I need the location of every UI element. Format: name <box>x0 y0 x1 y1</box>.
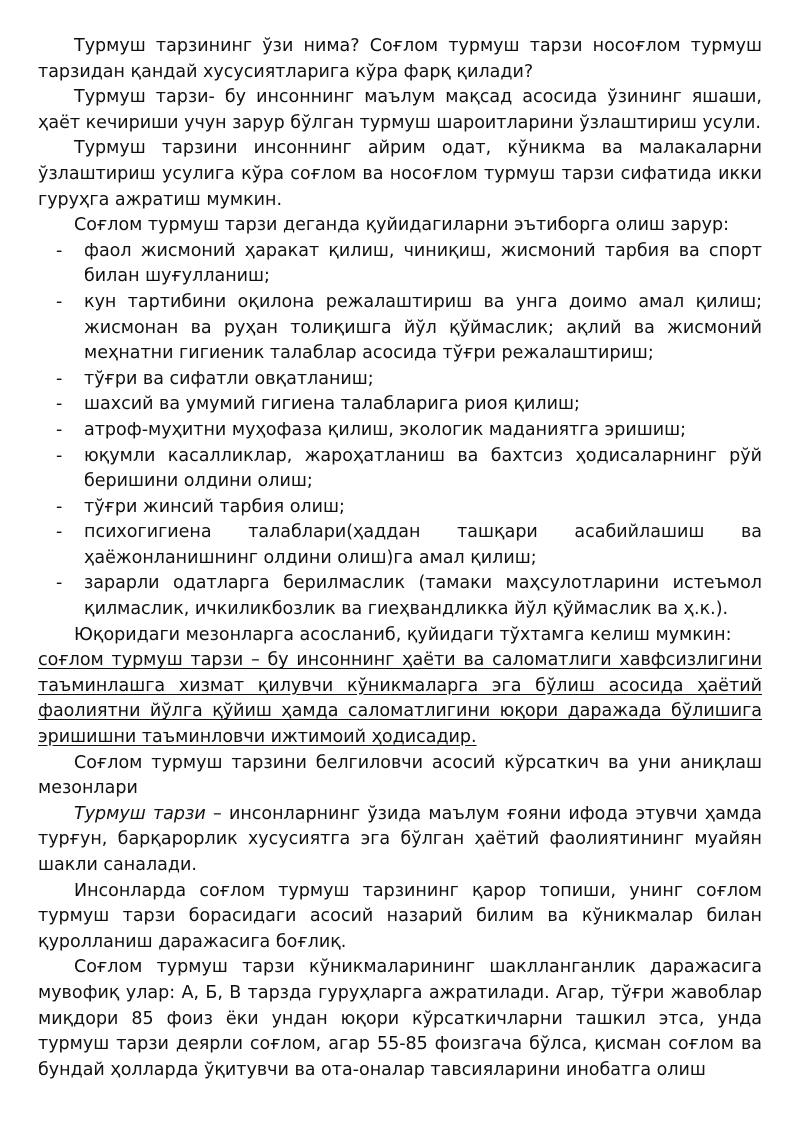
list-item-text: зарарли одатларга берилмаслик (тамаки маҳсулотларини истеъмол қилмаслик, ичкиликбозлик ва гиеҳвандликка йўл қўймаслик ва ҳ.к.). <box>84 573 762 620</box>
list-item-text: психогигиена талаблари(ҳаддан ташқари асабийлашиш ва ҳаёжонланишнинг олдини олиш)га амал қилиш; <box>84 522 762 568</box>
paragraph-formation: Инсонларда соғлом турмуш тарзининг қарор топиши, унинг соғлом турмуш тарзи борасидаги асосий назарий билим ва кўникмалар билан қуролланиш даражасига боғлиқ. <box>38 880 762 952</box>
list-marker: - <box>56 368 63 389</box>
list-marker: - <box>56 522 63 543</box>
list-marker: - <box>56 291 63 312</box>
list-item-text: атроф-муҳитни муҳофаза қилиш, экологик маданиятга эришиш; <box>84 419 687 440</box>
list-marker: - <box>56 419 63 440</box>
list-item <box>38 418 762 444</box>
paragraph-classification: Турмуш тарзини инсоннинг айрим одат, кўникма ва малакаларни ўзлаштириш усулига кўра соғлом ва носоғлом турмуш тарзи сифатида икки гуруҳга ажратиш мумкин. <box>38 138 762 210</box>
paragraph-term-definition <box>38 802 762 879</box>
list-item-text: кун тартибини оқилона режалаштириш ва унга доимо амал қилиш; жисмонан ва руҳан толиқишга йўл қўймаслик; ақлий ва жисмоний меҳнатни гигиеник талаблар асосида тўғри режалаштириш; <box>84 291 762 364</box>
list-item <box>38 495 762 521</box>
list-item-text: шахсий ва умумий гигиена талабларига риоя қилиш; <box>84 394 580 415</box>
list-item-text: тўғри жинсий тарбия олиш; <box>84 496 345 517</box>
paragraph-list-intro: Соғлом турмуш тарзи деганда қуйидагиларни эътиборга олиш зарур: <box>74 215 730 236</box>
list-item <box>38 392 762 418</box>
list-marker: - <box>56 573 63 594</box>
list-item <box>38 520 762 571</box>
term-italic: Турмуш тарзи <box>74 803 206 824</box>
list-marker: - <box>56 496 63 517</box>
list-item-text: тўғри ва сифатли овқатланиш; <box>84 368 374 389</box>
paragraph-definition-lifestyle: Турмуш тарзи- бу инсоннинг маълум мақсад асосида ўзининг яшаши, ҳаёт кечириши учун зарур бўлган турмуш шароитларини ўзлаштириш усули. <box>38 87 762 133</box>
list-item-text: юқумли касалликлар, жароҳатланиш ва бахтсиз ҳодисаларнинг рўй беришини олдини олиш; <box>84 445 762 492</box>
criteria-list <box>38 239 762 623</box>
list-item <box>38 239 762 290</box>
paragraph-question: Турмуш тарзининг ўзи нима? Соғлом турмуш тарзи носоғлом турмуш тарзидан қандай хусусиятларига кўра фарқ қилади? <box>38 36 762 82</box>
list-marker: - <box>56 445 63 466</box>
paragraph-groups: Соғлом турмуш тарзи кўникмаларининг шаклланганлик даражасига мувофиқ улар: А, Б, В тарзда гуруҳларга ажратилади. Агар, тўғри жавоблар миқдори 85 фоиз ёки ундан юқори кўрсаткичларни ташкил этса, унда турмуш тарзи деярли соғлом, агар 55-85 фоизгача бўлса, қисман соғлом ва бундай ҳолларда ўқитувчи ва ота-оналар тавсияларини инобатга олиш <box>38 957 762 1080</box>
list-item <box>38 444 762 495</box>
list-marker: - <box>56 394 63 415</box>
list-item-text: фаол жисмоний ҳаракат қилиш, чиниқиш, жисмоний тарбия ва спорт билан шуғулланиш; <box>84 240 762 287</box>
list-item <box>38 367 762 393</box>
term-definition-text: – инсонларнинг ўзида маълум ғояни ифода этувчи ҳамда турғун, барқарорлик хусусиятга эга бўлган ҳаётий фаолиятининг муайян шакли саналади. <box>38 803 763 875</box>
paragraph-conclusion-intro: Юқоридаги мезонларга асосланиб, қуйидаги тўхтамга келиш мумкин: <box>74 624 732 645</box>
list-marker: - <box>56 240 63 261</box>
document-page <box>38 34 762 1083</box>
paragraph-healthy-lifestyle-definition: соғлом турмуш тарзи – бу инсоннинг ҳаёти ва саломатлиги хавфсизлигини таъминлашга хизмат қилувчи кўникмаларга эга бўлиш асосида ҳаётий фаолиятни йўлга қўйиш ҳамда саломатлигини юқори даражада бўлишига эришишни таъминловчи ижтимоий ҳодисадир. <box>38 650 762 748</box>
list-item <box>38 290 762 367</box>
section-heading: Соғлом турмуш тарзини белгиловчи асосий кўрсаткич ва уни аниқлаш мезонлари <box>38 752 762 799</box>
list-item <box>38 571 762 622</box>
